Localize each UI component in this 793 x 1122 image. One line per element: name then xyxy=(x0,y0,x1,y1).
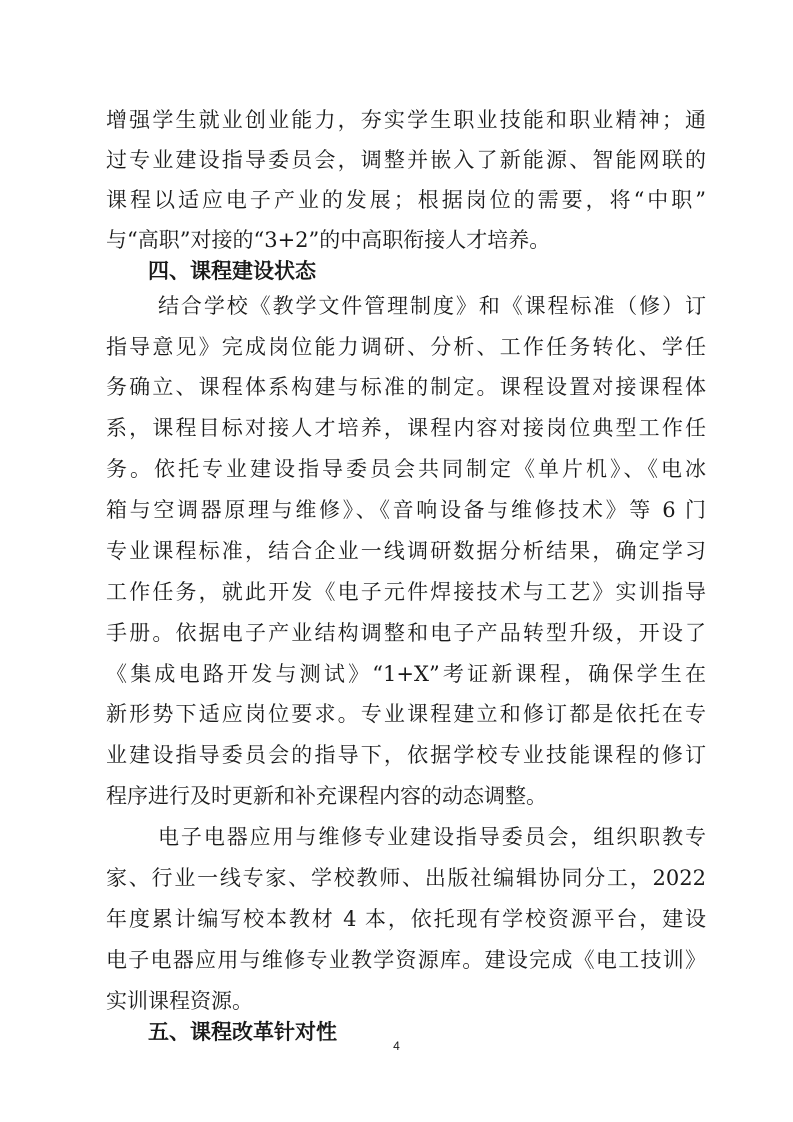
p2-line-9: 手册。依据电子产业结构调整和电子产品转型升级，开设了 xyxy=(106,621,706,645)
section-4-heading: 四、课程建设状态 xyxy=(148,259,316,283)
p2-line-12: 业建设指导委员会的指导下，依据学校专业技能课程的修订 xyxy=(106,743,706,767)
p3-line-5: 实训课程资源。 xyxy=(106,989,253,1013)
p2-line-2: 指导意见》完成岗位能力调研、分析、工作任务转化、学任 xyxy=(106,335,706,359)
p2-line-1: 结合学校《教学文件管理制度》和《课程标准（修）订 xyxy=(158,294,706,318)
p2-line-7: 专业课程标准，结合企业一线调研数据分析结果，确定学习 xyxy=(106,539,706,563)
p3-line-3: 年度累计编写校本教材 4 本，依托现有学校资源平台，建设 xyxy=(106,907,706,931)
p1-line-4: 与“高职”对接的“3+2”的中高职衔接人才培养。 xyxy=(106,228,551,252)
p2-line-5: 务。依托专业建设指导委员会共同制定《单片机》、《电冰 xyxy=(106,457,706,481)
p2-line-11: 新形势下适应岗位要求。专业课程建立和修订都是依托在专 xyxy=(106,702,706,726)
p2-line-10: 《集成电路开发与测试》“1+X”考证新课程，确保学生在 xyxy=(106,662,706,686)
p1-line-1: 增强学生就业创业能力，夯实学生职业技能和职业精神；通 xyxy=(106,108,706,132)
p1-line-3: 课程以适应电子产业的发展；根据岗位的需要，将“中职” xyxy=(106,188,706,212)
p3-line-4: 电子电器应用与维修专业教学资源库。建设完成《电工技训》 xyxy=(106,948,706,972)
p2-line-8: 工作任务，就此开发《电子元件焊接技术与工艺》实训指导 xyxy=(106,580,706,604)
p2-line-3: 务确立、课程体系构建与标准的制定。课程设置对接课程体 xyxy=(106,375,706,399)
p3-line-2: 家、行业一线专家、学校教师、出版社编辑协同分工，2022 xyxy=(106,866,706,890)
p2-line-6: 箱与空调器原理与维修》、《音响设备与维修技术》等 6 门 xyxy=(106,498,706,522)
p3-line-1: 电子电器应用与维修专业建设指导委员会，组织职教专 xyxy=(158,825,706,849)
page-number: 4 xyxy=(393,1039,400,1053)
p2-line-13: 程序进行及时更新和补充课程内容的动态调整。 xyxy=(106,784,547,808)
p1-line-2: 过专业建设指导委员会，调整并嵌入了新能源、智能网联的 xyxy=(106,148,706,172)
p2-line-4: 系，课程目标对接人才培养，课程内容对接岗位典型工作任 xyxy=(106,416,706,440)
section-5-heading: 五、课程改革针对性 xyxy=(148,1020,337,1044)
